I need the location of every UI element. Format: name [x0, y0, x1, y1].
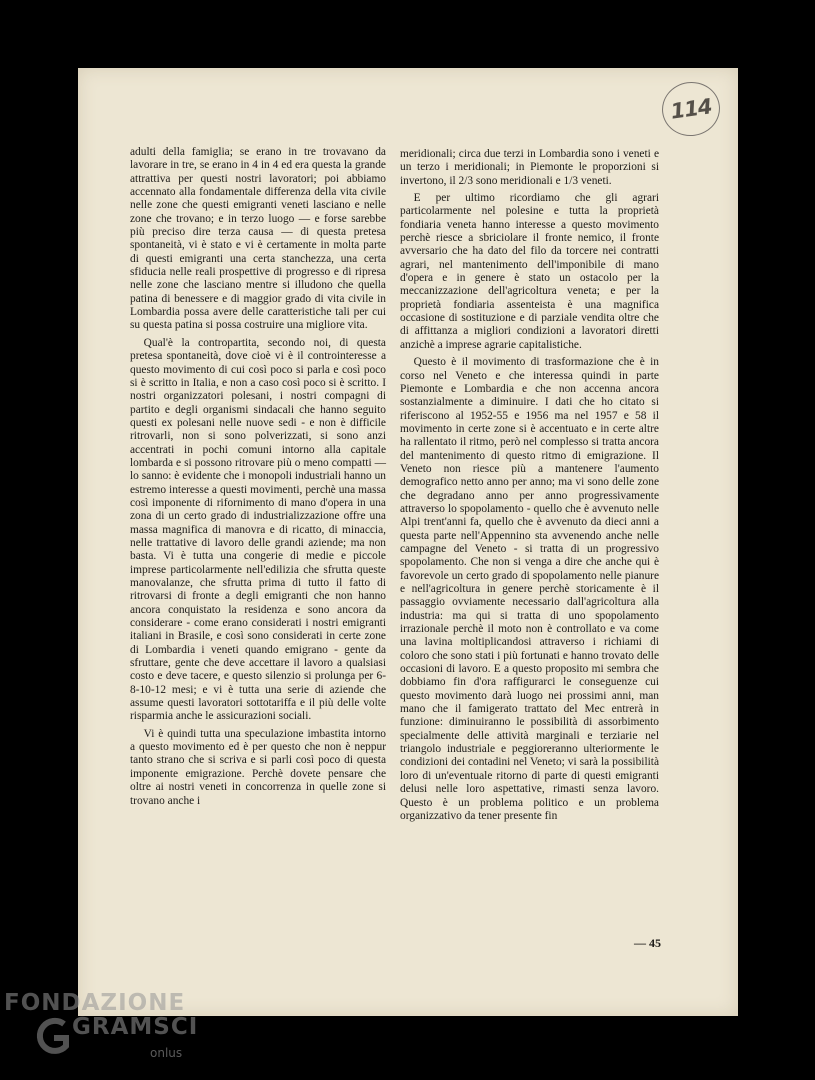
archive-page-stamp: 114 [659, 78, 724, 140]
text-column-right [400, 148, 659, 823]
paragraph: adulti della famiglia; se erano in tre trovavano da lavorare in tre, se erano in 4 in 4 ed era questa la grande attrattiva per questi nostri lavoratori; poi abbiamo accennato alla fondamentale differenza della vita civile nelle zone che questi emigranti veneti lasciano e nelle zone che trovano; e in terzo luogo — e forse sarebbe più preciso dire terza causa — di questa pretesa spontaneità, vi è stato e vi è certamente in molta parte di questi emigranti una certa stanchezza, una certa sfiducia nelle reali prospettive di progresso e di ripresa nelle zone che lasciano mentre si illudono che quella patina di benessere e di maggior grado di vita civile in Lombardia possa avere delle caratteristiche tali per cui su questa patina si possa costruire una migliore vita. [130, 146, 386, 332]
watermark-line-3: onlus [150, 1046, 183, 1060]
paragraph: Qual'è la contropartita, secondo noi, di questa pretesa spontaneità, dove cioè vi è il controinteresse a questo movimento di cui così poco si parla e così poco si è scritto in Italia, e non a caso così poco si è scritto. I nostri organizzatori polesani, i nostri compagni di partito e degli organismi sindacali che hanno seguito questi ex polesani nelle nuove sedi - e non è difficile ritrovarli, non si sono polverizzati, si sono anzi accentrati in pochi comuni intorno alla capitale lombarda e si possono ritrovare più o meno compatti — lo sanno: è evidente che i monopoli industriali hanno un estremo interesse a questi movimenti, perchè una massa così imponente di rifornimento di mano d'opera in una zona di un certo grado di industrializzazione offre una massa magnifica di manovra e di ricatto, di minaccia, nelle trattative di lavoro delle grandi aziende; ma non basta. Vi è tutta una congerie di medie e piccole imprese particolarmente nell'edilizia che sfrutta queste manovalanze, che sfrutta prima di tutto il fatto di ritrovarsi di fronte a degli emigranti che non hanno ancora conquistato la residenza e sono ancora da considerare - come erano considerati i nostri emigranti italiani in Brasile, e così sono considerati in certe zone di Lombardia i veneti quando emigrano - gente da sfruttare, gente che deve accettare il lavoro a qualsiasi costo e deve tacere, e questo silenzio si prolunga per 6-8-10-12 mesi; e vi è tutta una serie di aziende che assume questi lavoratori sottotariffa e il più delle volte risparmia anche le assicurazioni sociali. [130, 336, 386, 723]
page-number: — 45 [634, 936, 661, 950]
watermark-line-1: FONDAZIONE [4, 990, 186, 1016]
paragraph: Vi è quindi tutta una speculazione imbastita intorno a questo movimento ed è per questo che non è neppur tanto strano che si scriva e si parli così poco di questa imponente emigrazione. Perchè dovete pensare che oltre ai nostri veneti in concorrenza in quelle zone si trovano anche i [130, 727, 386, 807]
paragraph: Questo è il movimento di trasformazione che è in corso nel Veneto e che interessa quindi in parte Piemonte e Lombardia e che non accenna ancora sostanzialmente a diminuire. I dati che ho citato si riferiscono al 1952-55 e 1956 ma nel 1957 e 58 il movimento in certe zone si è accentuato e in certe altre ha rallentato il ritmo, però nel complesso si tratta ancora del mantenimento di questo ritmo di emigrazione. Il Veneto non riesce più a mantenere l'aumento demografico netto anno per anno; ma vi sono delle zone che degradano anno per anno progressivamente attraverso lo spopolamento - quello che è avvenuto nelle Alpi trent'anni fa, quello che è avvenuto da dieci anni a questa parte nell'Appennino sta avvenendo anche nelle campagne del Veneto - si tratta di un progressivo spopolamento. Che non si venga a dire che anche qui è favorevole un certo grado di spopolamento nelle pianure e nell'agricoltura in genere perchè storicamente è il passaggio ovviamente necessario dall'agricoltura alla industria: ma qui si tratta di uno spopolamento irrazionale perchè il moto non è controllato e va come una lavina moltiplicandosi attraverso i richiami di coloro che sono stati i più fortunati e hanno trovato delle occasioni di lavoro. E a questo proposito mi sembra che dobbiamo fin d'ora raffigurarci le conseguenze cui questo movimento darà luogo nei prossimi anni, man mano che il famigerato trattato del Mec entrerà in funzione: diminuiranno le possibilità di assorbimento specialmente delle attività marginali e terziarie nel triangolo industriale e peggioreranno ulteriormente le condizioni dei contadini nel Veneto; vi sarà la possibilità loro di un'eventuale ritorno di parte di questi emigranti delusi nelle loro aspettative, rimasti senza lavoro. Questo è un problema politico e un problema organizzativo da tener presente fin [400, 356, 659, 822]
text-column-left [130, 146, 386, 808]
gramsci-logo-icon [34, 1014, 74, 1060]
watermark-line-2: GRAMSCI [72, 1014, 199, 1040]
fondazione-gramsci-watermark [4, 990, 214, 1070]
paragraph: meridionali; circa due terzi in Lombardia sono i veneti e un terzo i meridionali; in Piemonte le proporzioni si invertono, il 2/3 sono meridionali e 1/3 veneti. [400, 148, 659, 187]
paragraph: E per ultimo ricordiamo che gli agrari particolarmente nel polesine e tutta la proprietà fondiaria veneta hanno interesse a questo movimento perchè riesce a sbriciolare il fronte nemico, il fronte avversario che ha dato del filo da torcere nei contratti agrari, nel mantenimento dell'imponibile di mano d'opera e in genere è stato un ostacolo per la meccanizzazione dell'agricoltura veneta; e per la proprietà fondiaria assenteista è una magnifica occasione di sostituzione e di parziale vendita oltre che di affittanza a migliori condizioni a lavoratori diretti anzichè a imprese agrarie capitalistiche. [400, 192, 659, 351]
